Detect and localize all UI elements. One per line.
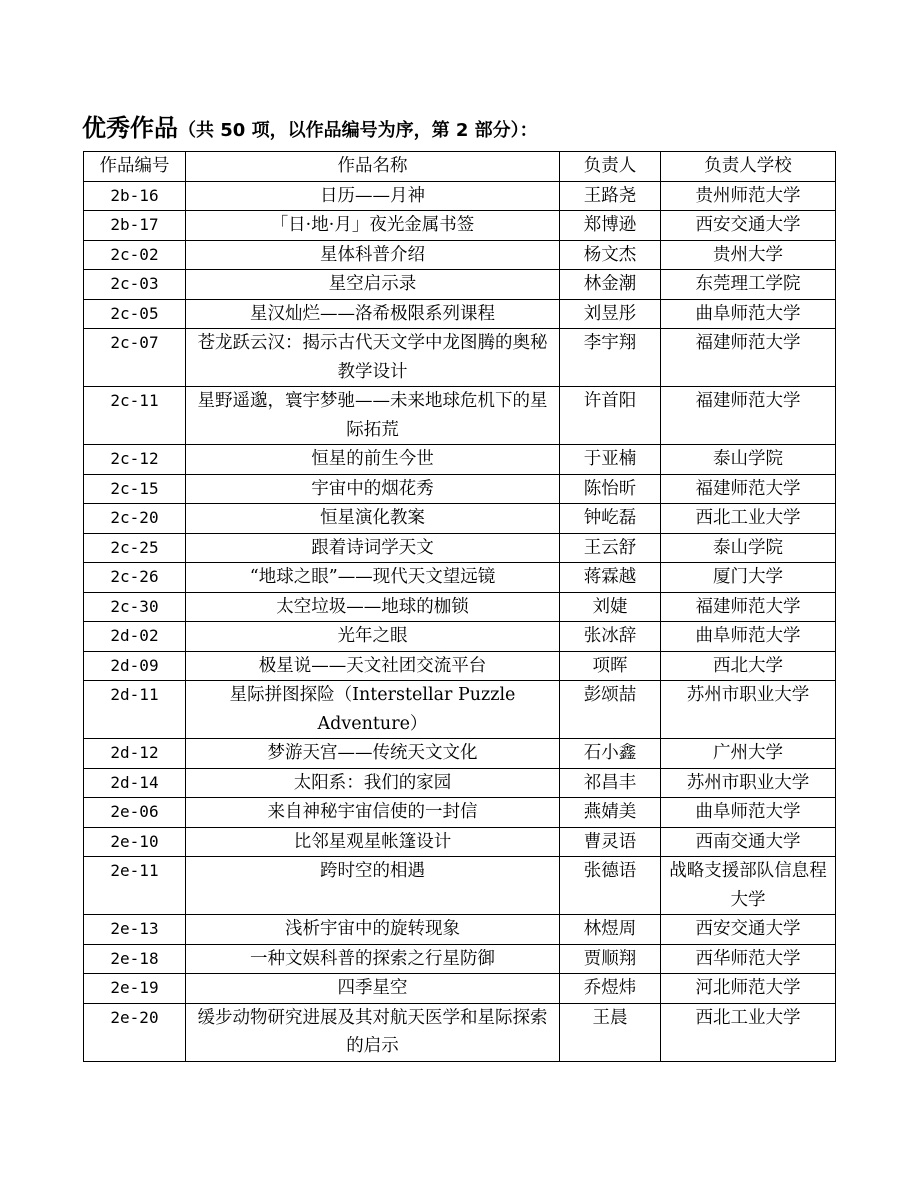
table-row: [84, 387, 836, 445]
table-row: [84, 1003, 836, 1061]
cell-leader: 刘婕: [560, 592, 661, 622]
cell-leader: 钟屹磊: [560, 504, 661, 534]
cell-school: 西北工业大学: [661, 504, 836, 534]
cell-leader: 张冰辞: [560, 622, 661, 652]
cell-code: 2e-20: [84, 1003, 186, 1061]
heading-main: 优秀作品: [82, 114, 178, 142]
table-row: [84, 739, 836, 769]
cell-name: 缓步动物研究进展及其对航天医学和星际探索的启示: [186, 1003, 560, 1061]
header-name: 作品名称: [186, 152, 560, 182]
cell-school: 贵州师范大学: [661, 181, 836, 211]
cell-leader: 林金潮: [560, 270, 661, 300]
table-row: [84, 915, 836, 945]
cell-name: 恒星的前生今世: [186, 445, 560, 475]
cell-school: 东莞理工学院: [661, 270, 836, 300]
cell-leader: 林煜周: [560, 915, 661, 945]
cell-name: 比邻星观星帐篷设计: [186, 827, 560, 857]
cell-code: 2c-26: [84, 563, 186, 593]
cell-leader: 石小鑫: [560, 739, 661, 769]
cell-code: 2c-15: [84, 474, 186, 504]
cell-code: 2c-05: [84, 299, 186, 329]
cell-name: 四季星空: [186, 974, 560, 1004]
cell-code: 2e-13: [84, 915, 186, 945]
cell-code: 2c-20: [84, 504, 186, 534]
cell-leader: 贾顺翔: [560, 944, 661, 974]
cell-school: 曲阜师范大学: [661, 299, 836, 329]
cell-school: 厦门大学: [661, 563, 836, 593]
cell-name: 浅析宇宙中的旋转现象: [186, 915, 560, 945]
cell-name: 光年之眼: [186, 622, 560, 652]
cell-name: 宇宙中的烟花秀: [186, 474, 560, 504]
cell-leader: 王云舒: [560, 533, 661, 563]
cell-code: 2b-16: [84, 181, 186, 211]
table-row: [84, 211, 836, 241]
cell-name: 来自神秘宇宙信使的一封信: [186, 798, 560, 828]
cell-school: 广州大学: [661, 739, 836, 769]
cell-code: 2d-12: [84, 739, 186, 769]
cell-school: 西华师范大学: [661, 944, 836, 974]
cell-leader: 王晨: [560, 1003, 661, 1061]
cell-school: 西南交通大学: [661, 827, 836, 857]
cell-leader: 王路尧: [560, 181, 661, 211]
cell-leader: 蒋霖越: [560, 563, 661, 593]
cell-leader: 杨文杰: [560, 240, 661, 270]
cell-school: 福建师范大学: [661, 592, 836, 622]
cell-school: 贵州大学: [661, 240, 836, 270]
table-row: [84, 504, 836, 534]
table-row: [84, 651, 836, 681]
table-row: [84, 592, 836, 622]
table-header-row: [84, 152, 836, 182]
cell-leader: 彭颂喆: [560, 681, 661, 739]
works-table: [83, 151, 836, 1062]
cell-school: 苏州市职业大学: [661, 768, 836, 798]
cell-name: 日历——月神: [186, 181, 560, 211]
table-row: [84, 474, 836, 504]
cell-name: 星空启示录: [186, 270, 560, 300]
table-row: [84, 181, 836, 211]
cell-leader: 陈怡昕: [560, 474, 661, 504]
table-row: [84, 827, 836, 857]
cell-leader: 刘昱彤: [560, 299, 661, 329]
table-row: [84, 563, 836, 593]
cell-school: 西安交通大学: [661, 211, 836, 241]
table-row: [84, 533, 836, 563]
header-leader: 负责人: [560, 152, 661, 182]
cell-leader: 张德语: [560, 857, 661, 915]
cell-code: 2d-09: [84, 651, 186, 681]
cell-name: 星体科普介绍: [186, 240, 560, 270]
cell-name: 梦游天宫——传统天文文化: [186, 739, 560, 769]
table-row: [84, 944, 836, 974]
table-row: [84, 270, 836, 300]
cell-leader: 许首阳: [560, 387, 661, 445]
cell-code: 2e-06: [84, 798, 186, 828]
cell-code: 2c-11: [84, 387, 186, 445]
page-heading: [82, 108, 538, 143]
cell-name: 极星说——天文社团交流平台: [186, 651, 560, 681]
table-row: [84, 857, 836, 915]
cell-code: 2d-14: [84, 768, 186, 798]
cell-name: 恒星演化教案: [186, 504, 560, 534]
table-row: [84, 445, 836, 475]
cell-name: 星际拼图探险（Interstellar Puzzle Adventure）: [186, 681, 560, 739]
cell-name: 太空垃圾——地球的枷锁: [186, 592, 560, 622]
cell-leader: 乔煜炜: [560, 974, 661, 1004]
cell-name: 跨时空的相遇: [186, 857, 560, 915]
cell-code: 2c-30: [84, 592, 186, 622]
cell-school: 福建师范大学: [661, 474, 836, 504]
table-row: [84, 240, 836, 270]
cell-school: 福建师范大学: [661, 329, 836, 387]
cell-name: 太阳系：我们的家园: [186, 768, 560, 798]
cell-leader: 燕婧美: [560, 798, 661, 828]
cell-name: 「日·地·月」夜光金属书签: [186, 211, 560, 241]
cell-school: 福建师范大学: [661, 387, 836, 445]
table-row: [84, 329, 836, 387]
table-row: [84, 798, 836, 828]
table-row: [84, 768, 836, 798]
cell-school: 泰山学院: [661, 445, 836, 475]
cell-code: 2e-19: [84, 974, 186, 1004]
table-row: [84, 974, 836, 1004]
cell-code: 2c-12: [84, 445, 186, 475]
header-school: 负责人学校: [661, 152, 836, 182]
cell-school: 苏州市职业大学: [661, 681, 836, 739]
cell-leader: 祁昌丰: [560, 768, 661, 798]
header-code: 作品编号: [84, 152, 186, 182]
cell-name: 星汉灿烂——洛希极限系列课程: [186, 299, 560, 329]
cell-code: 2e-10: [84, 827, 186, 857]
cell-name: 一种文娱科普的探索之行星防御: [186, 944, 560, 974]
table-row: [84, 299, 836, 329]
cell-leader: 于亚楠: [560, 445, 661, 475]
cell-code: 2e-11: [84, 857, 186, 915]
table-row: [84, 622, 836, 652]
table-body: [84, 181, 836, 1061]
cell-leader: 李宇翔: [560, 329, 661, 387]
cell-school: 西安交通大学: [661, 915, 836, 945]
cell-school: 西北大学: [661, 651, 836, 681]
cell-school: 河北师范大学: [661, 974, 836, 1004]
cell-code: 2c-25: [84, 533, 186, 563]
cell-school: 西北工业大学: [661, 1003, 836, 1061]
cell-code: 2c-07: [84, 329, 186, 387]
table-row: [84, 681, 836, 739]
cell-code: 2d-11: [84, 681, 186, 739]
cell-code: 2e-18: [84, 944, 186, 974]
cell-name: “地球之眼”——现代天文望远镜: [186, 563, 560, 593]
cell-leader: 项晖: [560, 651, 661, 681]
cell-code: 2d-02: [84, 622, 186, 652]
cell-code: 2c-03: [84, 270, 186, 300]
heading-sub: （共 50 项，以作品编号为序，第 2 部分）：: [178, 120, 538, 141]
cell-code: 2c-02: [84, 240, 186, 270]
cell-school: 战略支援部队信息程大学: [661, 857, 836, 915]
cell-name: 苍龙跃云汉：揭示古代天文学中龙图腾的奥秘教学设计: [186, 329, 560, 387]
cell-school: 曲阜师范大学: [661, 798, 836, 828]
cell-leader: 郑博逊: [560, 211, 661, 241]
cell-school: 泰山学院: [661, 533, 836, 563]
cell-leader: 曹灵语: [560, 827, 661, 857]
cell-name: 跟着诗词学天文: [186, 533, 560, 563]
cell-code: 2b-17: [84, 211, 186, 241]
cell-name: 星野遥邈，寰宇梦驰——未来地球危机下的星际拓荒: [186, 387, 560, 445]
cell-school: 曲阜师范大学: [661, 622, 836, 652]
